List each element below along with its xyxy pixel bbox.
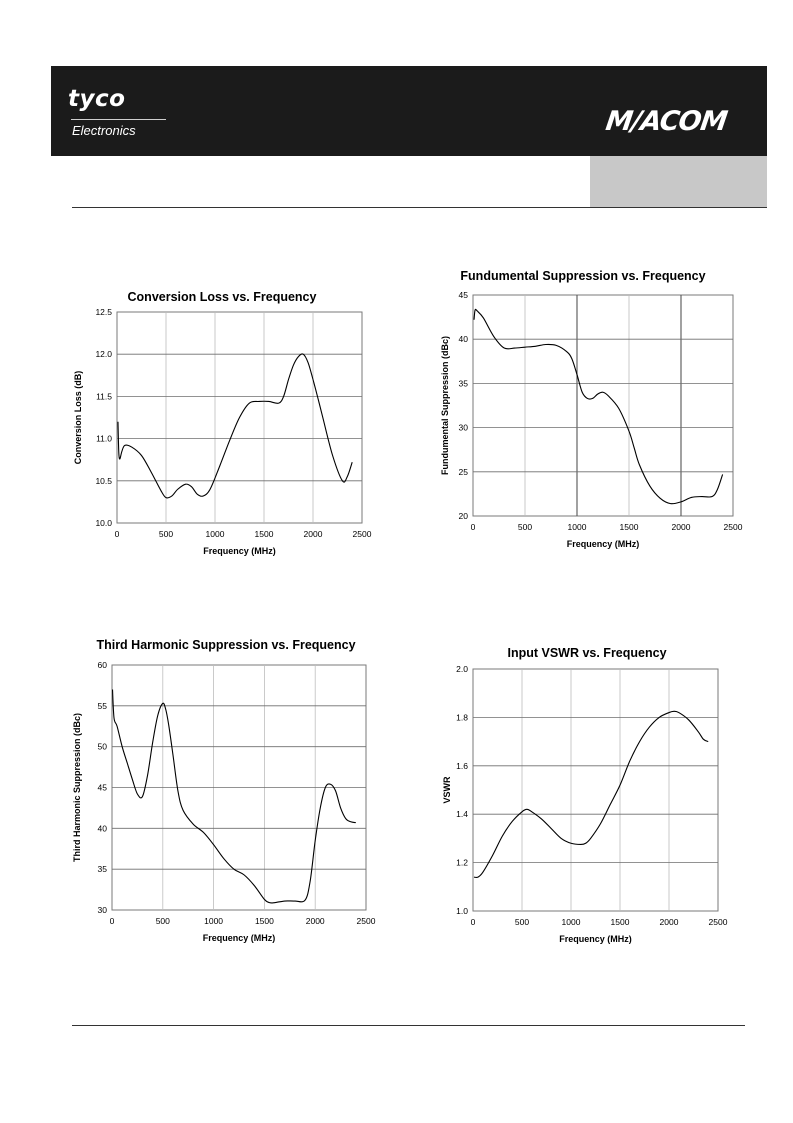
header-divider: [72, 207, 767, 208]
header-gray-block: [590, 156, 767, 208]
chart2-plot-area: [473, 295, 733, 516]
chart3-x-tick-label: 500: [155, 916, 170, 926]
chart4-x-tick-label: 500: [514, 917, 530, 927]
chart2-x-tick-label: 500: [517, 522, 533, 532]
tyco-logo-rule: [71, 119, 166, 120]
chart4-x-tick-label: 2000: [659, 917, 679, 927]
third-harmonic-suppression-chart: [68, 633, 378, 963]
chart3-x-tick-label: 1500: [254, 916, 274, 926]
chart1-x-tick-label: 1500: [254, 529, 274, 539]
chart4-y-tick-label: 1.8: [456, 712, 468, 723]
chart2-y-tick-label: 40: [458, 334, 468, 345]
chart3-y-tick-label: 45: [97, 782, 107, 793]
chart4-x-tick-label: 2500: [708, 917, 728, 927]
chart3-x-tick-label: 2000: [305, 916, 325, 926]
chart1-x-tick-label: 0: [114, 529, 120, 539]
chart2-y-tick-label: 20: [458, 511, 468, 521]
chart1-x-tick-label: 2000: [303, 529, 323, 539]
chart3-x-axis-label: Frequency (MHz): [202, 933, 276, 943]
chart3-y-tick-label: 40: [97, 823, 107, 834]
chart2-x-tick-label: 0: [470, 522, 476, 532]
chart3-y-tick-label: 55: [97, 700, 107, 711]
chart4-y-tick-label: 2.0: [456, 664, 468, 674]
chart2-x-axis-label: Frequency (MHz): [566, 539, 640, 549]
chart3-y-axis-label: Third Harmonic Suppression (dBc): [72, 712, 82, 863]
chart3-x-tick-label: 2500: [356, 916, 376, 926]
chart1-title: Conversion Loss vs. Frequency: [127, 290, 317, 304]
tyco-logo-subtitle: Electronics: [72, 123, 136, 138]
chart3-title: Third Harmonic Suppression vs. Frequency: [96, 638, 356, 652]
fundamental-suppression-chart: [435, 264, 743, 564]
input-vswr-chart: [437, 642, 737, 952]
chart3-y-tick-label: 30: [97, 905, 107, 915]
chart2-y-tick-label: 45: [458, 290, 468, 300]
conversion-loss-chart: [72, 285, 372, 565]
chart4-x-tick-label: 1000: [561, 917, 581, 927]
chart3-x-tick-label: 1000: [204, 916, 224, 926]
chart3-y-tick-label: 50: [97, 741, 107, 752]
chart4-title: Input VSWR vs. Frequency: [507, 646, 667, 660]
chart2-x-tick-label: 1000: [567, 522, 587, 532]
chart4-y-tick-label: 1.2: [456, 857, 468, 868]
chart4-x-tick-label: 0: [470, 917, 476, 927]
chart2-x-tick-label: 2500: [723, 522, 743, 532]
chart3-x-tick-label: 0: [109, 916, 115, 926]
tyco-logo-text: tyco: [68, 86, 126, 112]
chart3-y-tick-label: 35: [97, 864, 107, 875]
chart1-x-tick-label: 2500: [352, 529, 372, 539]
chart4-y-tick-label: 1.0: [456, 906, 468, 916]
chart1-x-tick-label: 500: [158, 529, 174, 539]
chart2-x-tick-label: 1500: [619, 522, 639, 532]
chart1-y-tick-label: 12.5: [95, 307, 112, 317]
chart1-y-tick-label: 10.0: [95, 518, 112, 528]
macom-logo: M/ACOM: [603, 106, 729, 137]
chart4-y-tick-label: 1.4: [456, 809, 468, 820]
chart1-y-tick-label: 11.0: [96, 433, 112, 444]
chart2-y-tick-label: 25: [458, 466, 468, 477]
chart1-x-tick-label: 1000: [205, 529, 225, 539]
chart4-x-tick-label: 1500: [610, 917, 630, 927]
chart4-y-tick-label: 1.6: [456, 760, 468, 771]
chart4-plot-area: [473, 669, 718, 911]
footer-divider: [72, 1025, 745, 1026]
chart1-y-axis-label: Conversion Loss (dB): [73, 370, 83, 465]
chart3-y-tick-label: 60: [97, 660, 107, 670]
chart2-y-tick-label: 35: [458, 378, 468, 389]
chart2-x-tick-label: 2000: [671, 522, 691, 532]
chart1-y-tick-label: 10.5: [95, 475, 112, 486]
chart2-title: Fundumental Suppression vs. Frequency: [460, 269, 706, 283]
header-bar: [51, 66, 767, 156]
chart4-x-axis-label: Frequency (MHz): [559, 934, 632, 944]
chart4-y-axis-label: VSWR: [442, 776, 452, 804]
chart2-y-axis-label: Fundumental Suppression (dBc): [440, 335, 450, 476]
chart1-y-tick-label: 11.5: [96, 391, 112, 402]
chart2-y-tick-label: 30: [458, 422, 468, 433]
chart1-x-axis-label: Frequency (MHz): [203, 546, 276, 556]
chart1-y-tick-label: 12.0: [95, 349, 112, 360]
